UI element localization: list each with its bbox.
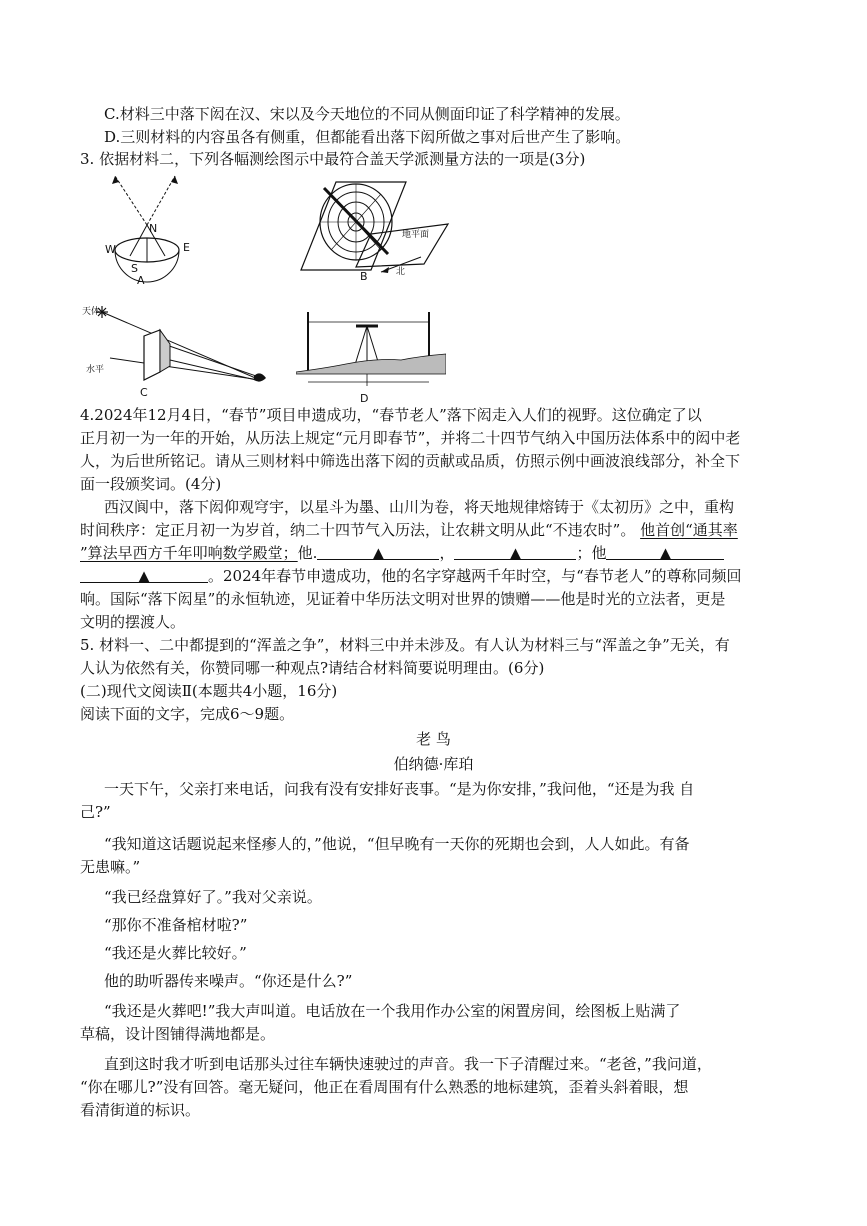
q4-he-prefix: 他.: [297, 544, 318, 562]
answer-blank-3[interactable]: ▲: [606, 543, 724, 560]
story-line-13: 看清街道的标识。: [80, 1101, 201, 1119]
q4-para-line-3: [80, 543, 724, 563]
figure-b: [296, 172, 456, 282]
figure-a-east: E: [183, 241, 190, 254]
figure-b-label: B: [360, 270, 368, 283]
q4-stem-line-3: 人，为后世所铭记。请从三则材料中筛选出落下闳的贡献或品质，仿照示例中画波浪线部分，补全下: [80, 452, 741, 470]
q4-para-line-5: 响。国际“落下闳星”的永恒轨迹，见证着中华历法文明对世界的馈赠——他是时光的立法者，更是: [80, 590, 726, 608]
figure-b-north-label: 北: [396, 267, 406, 277]
q4-para-line-6: 文明的摆渡人。: [80, 613, 186, 631]
q4-semicolon: ；他: [576, 544, 607, 562]
figure-a-label: A: [137, 274, 145, 287]
q4-para-line-4: [80, 566, 742, 586]
story-line-4: 无患嘛。”: [80, 858, 141, 876]
story-line-3: “我知道这话题说起来怪瘆人的，”他说，“但早晚有一天你的死期也会到，人人如此。有备: [104, 835, 690, 853]
story-line-6: “那你不准备棺材啦?”: [104, 916, 248, 934]
figure-d: [296, 312, 446, 405]
q4-para-line-1: 西汉阆中，落下闳仰观穹宇，以星斗为墨、山川为卷，将天地规律熔铸于《太初历》之中，重构: [104, 498, 735, 516]
story-line-9: “我还是火葬吧!”我大声叫道。电话放在一个我用作办公室的闲置房间，绘图板上贴满了: [104, 1002, 681, 1020]
q3-stem: 3. 依据材料二，下列各幅测绘图示中最符合盖天学派测量方法的一项是(3分): [80, 150, 586, 168]
answer-blank-4[interactable]: ▲: [80, 566, 208, 583]
q4-wavy-example-end: ”算法早西方千年叩响数学殿堂；: [80, 544, 298, 562]
q2-option-c: C.材料三中落下闳在汉、宋以及今天地位的不同从侧面印证了科学精神的发展。: [104, 105, 630, 123]
q4-para-line-2: [80, 520, 738, 540]
q4-stem-line-2: 正月初一为一年的开始，从历法上规定“元月即春节”，并将二十四节气纳入中国历法体系中的闳中老: [80, 429, 741, 447]
q4-wavy-example-start: 他首创“通其率: [640, 521, 738, 539]
figure-d-diagram: [296, 312, 446, 392]
figure-c-side-label: 水平: [86, 365, 105, 375]
story-line-1: 一天下午，父亲打来电话，问我有没有安排好丧事。“是为你安排，”我问他，“还是为我 自: [104, 780, 695, 798]
q4-stem-line-4: 面一段颁奖词。(4分): [80, 475, 222, 493]
story-author: 伯纳德·库珀: [393, 755, 474, 773]
answer-blank-2[interactable]: ▲: [454, 543, 576, 560]
section-heading: (二)现代文阅读Ⅱ(本题共4小题，16分): [80, 682, 338, 700]
figure-a-west: W: [105, 243, 116, 256]
story-line-5: “我已经盘算好了。”我对父亲说。: [104, 888, 322, 906]
story-line-2: 己?”: [80, 803, 111, 821]
story-line-10: 草稿，设计图铺得满地都是。: [80, 1025, 276, 1043]
story-line-12: “你在哪儿?”没有回答。毫无疑问，他正在看周围有什么熟悉的地标建筑，歪着头斜着眼，想: [80, 1078, 689, 1096]
q4-para-line-4-tail: 。2024年春节申遗成功，他的名字穿越两千年时空，与“春节老人”的尊称同频回: [208, 567, 742, 585]
q2-option-d: D.三则材料的内容虽各有侧重，但都能看出落下闳所做之事对后世产生了影响。: [104, 128, 631, 146]
q4-para-line-2-plain: 时间秩序：定正月初一为岁首，纳二十四节气入历法，让农耕文明从此“不违农时”。: [80, 521, 636, 539]
q4-comma: ，: [439, 544, 455, 562]
story-line-8: 他的助听器传来噪声。“你还是什么?”: [104, 972, 353, 990]
figure-b-plane-label: 地平面: [402, 230, 430, 240]
figure-b-diagram: [296, 172, 456, 282]
figure-a-south: S: [131, 262, 138, 275]
answer-blank-1[interactable]: ▲: [317, 543, 439, 560]
section-instruction: 阅读下面的文字，完成6～9题。: [80, 705, 295, 723]
figure-c-label: C: [140, 386, 148, 399]
figure-c-diagram: [80, 300, 270, 400]
figure-d-label: D: [360, 392, 369, 405]
q4-stem-line-1: 4.2024年12月4日，“春节”项目申遗成功，“春节老人”落下闳走入人们的视野。这位确定了以: [80, 406, 702, 424]
figure-c-top-label: 天体: [82, 307, 101, 317]
q5-line-1: 5. 材料一、二中都提到的“浑盖之争”，材料三中并未涉及。有人认为材料三与“浑盖之争”无关，有: [80, 636, 730, 654]
figure-a: [95, 170, 205, 285]
story-title: 老 鸟: [416, 730, 451, 748]
story-line-11: 直到这时我才听到电话那头过往车辆快速驶过的声音。我一下子清醒过来。“老爸，”我问道，: [104, 1055, 712, 1073]
figure-c: [80, 300, 270, 400]
q5-line-2: 人认为依然有关，你赞同哪一种观点?请结合材料简要说明理由。(6分): [80, 659, 545, 677]
story-line-7: “我还是火葬比较好。”: [104, 944, 247, 962]
figure-a-north: N: [149, 222, 158, 235]
